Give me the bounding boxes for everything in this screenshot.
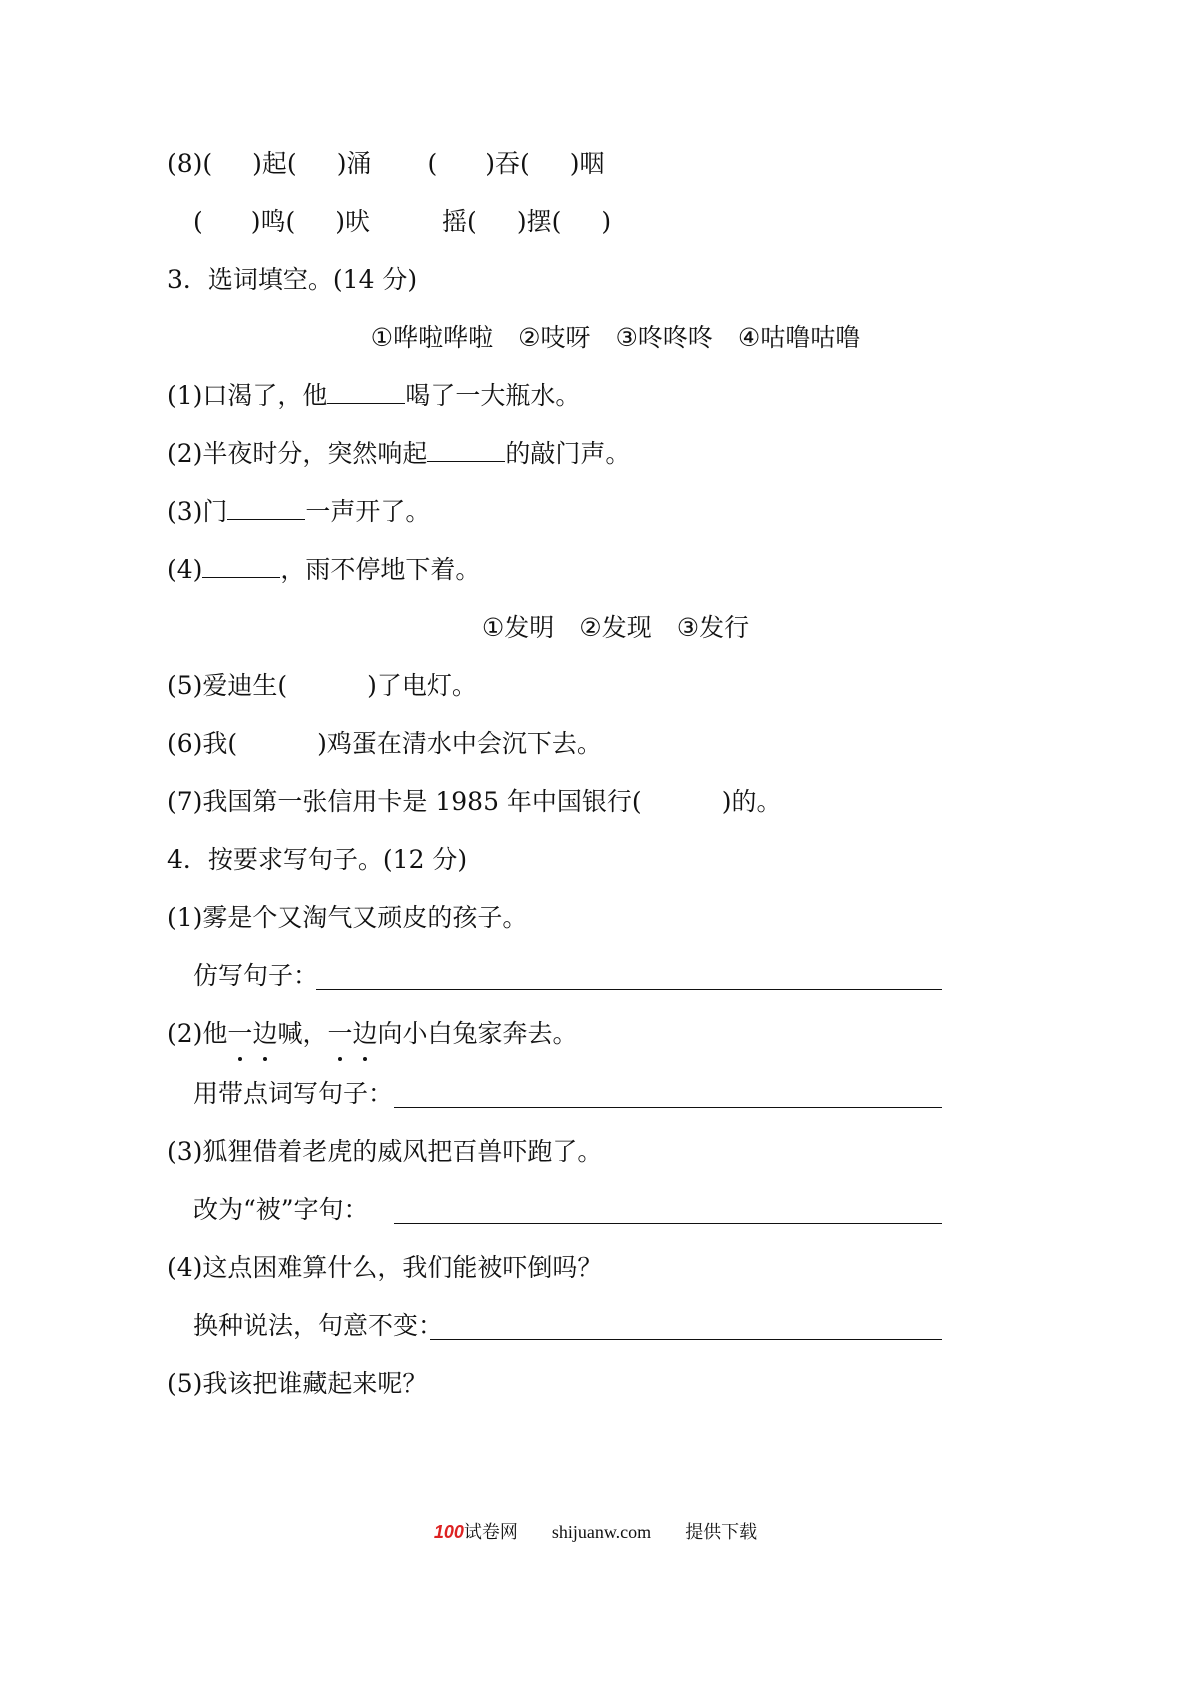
q4-prompt-1: 仿写句子： [193, 961, 319, 990]
q4-sentence-4: (4)这点困难算什么，我们能被吓倒吗？ [167, 1253, 603, 1282]
download-note: 提供下载 [685, 1522, 758, 1542]
q3-item-5: (5)爱迪生( )了电灯。 [167, 671, 477, 700]
answer-blank[interactable] [327, 379, 405, 404]
answer-blank[interactable] [227, 495, 305, 520]
q3-options-onomatopoeia: ①哗啦哗啦 ②吱呀 ③咚咚咚 ④咕噜咕噜 [370, 323, 861, 352]
q3-item-1: (1)口渴了，他 喝了一大瓶水。 [167, 381, 581, 410]
q3-item-2: (2)半夜时分，突然响起 的敲门声。 [167, 439, 631, 468]
emphasis-dot-char: 一 [227, 1017, 252, 1051]
emphasis-dot-char: 一 [327, 1017, 352, 1051]
q3-item-3: (3)门 一声开了。 [167, 497, 431, 526]
emphasis-dot-char: 边 [352, 1017, 377, 1051]
q3-item-6: (6)我( )鸡蛋在清水中会沉下去。 [167, 729, 602, 758]
q4-sentence-1: (1)雾是个又淘气又顽皮的孩子。 [167, 903, 528, 932]
q3-item-7: (7)我国第一张信用卡是 1985 年中国银行( )的。 [167, 787, 782, 816]
q4-prompt-2: 用带点词写句子： [193, 1079, 394, 1108]
q3-heading: 3．选词填空。(14 分) [167, 265, 418, 294]
q4-sentence-5: (5)我该把谁藏起来呢？ [167, 1369, 428, 1398]
q4-sentence-3: (3)狐狸借着老虎的威风把百兽吓跑了。 [167, 1137, 603, 1166]
q2-item-8-line2: ( )鸣( )吠 摇( )摆( ) [193, 207, 612, 236]
answer-line-1[interactable] [316, 989, 942, 990]
q2-item-8-line1: (8)( )起( )涌 ( )吞( )咽 [167, 149, 605, 178]
site-name: 试卷网 [463, 1522, 518, 1542]
answer-line-4[interactable] [430, 1339, 942, 1340]
answer-blank[interactable] [427, 437, 505, 462]
site-logo: 100 [433, 1522, 464, 1542]
site-domain[interactable]: shijuanw.com [551, 1522, 652, 1542]
q3-options-words: ①发明 ②发现 ③发行 [481, 613, 750, 642]
page-footer [0, 1520, 1191, 1544]
emphasis-dot-char: 边 [252, 1017, 277, 1051]
q3-item-4: (4) ，雨不停地下着。 [167, 555, 481, 584]
q4-prompt-3: 改为“被”字句： [193, 1195, 369, 1224]
q4-sentence-2: (2)他一边喊，一边向小白兔家奔去。 [167, 1017, 578, 1051]
q4-heading: 4．按要求写句子。(12 分) [167, 845, 468, 874]
answer-line-3[interactable] [394, 1223, 942, 1224]
answer-blank[interactable] [202, 553, 280, 578]
answer-line-2[interactable] [394, 1107, 942, 1108]
q4-prompt-4: 换种说法，句意不变： [193, 1311, 444, 1340]
